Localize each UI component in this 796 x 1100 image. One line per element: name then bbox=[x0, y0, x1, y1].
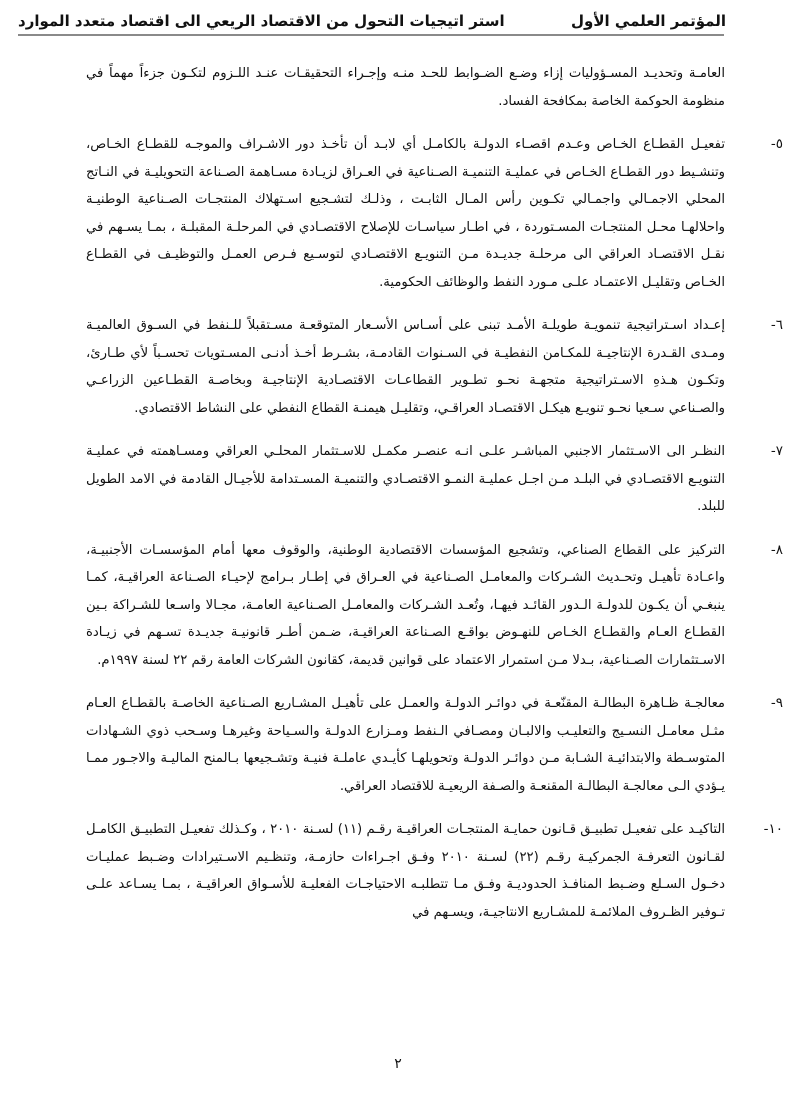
item-text: إعـداد اسـتراتيجية تنمويـة طويلـة الأمـد تبنى على أسـاس الأسـعار المتوقعـة مسـتقبلاً للـنفط في السـوق العالميـة ومـدى القـدرة الإنتاجيـة للمكـامن النفطيـة في السـنوات القادمـة، بشـرط أخـذ أدنـى المسـتويات تحسـباً لأي طـارئ، وتكـون هـذهِ الاسـتراتيجية متجهـة نحـو تطـوير القطاعـات الاقتصـادية الإنتاجيـة وبخاصـة القطـاعين الزراعـي والصـناعي سـعيا نحـو تنويـع هيكـل الاقتصـاد العراقـي، وتقليـل هيمنـة القطاع النفطي على النشاط الاقتصادي. bbox=[86, 318, 725, 416]
item-number: ٧- bbox=[770, 443, 783, 459]
list-item-9 bbox=[86, 690, 783, 800]
item-number: ١٠- bbox=[763, 821, 783, 837]
list-item-8 bbox=[86, 537, 783, 675]
paper-title: استر اتيجيات التحول من الاقتصاد الريعي الى اقتصاد متعدد الموارد bbox=[18, 12, 505, 30]
item-number: ٩- bbox=[770, 695, 783, 711]
item-number: ٥- bbox=[770, 136, 783, 152]
item-number: ٦- bbox=[770, 317, 783, 333]
list-item-6 bbox=[86, 312, 783, 422]
item-number: ٨- bbox=[770, 541, 783, 558]
list-item-5 bbox=[86, 131, 783, 296]
item-text: معالجـة ظـاهرة البطالـة المقنّعـة في دوائـر الدولـة والعمـل على تأهيـل المشـاريع الصـناعية الخاصـة بالقطـاع العـام مثـل معامـل النسـيج والتعليـب والالبـان ومصـافي الـنفط ومـزارع الدولـة والسـياحة وغيرهـا وسـحب ذوي الشـهادات المتوسـطة والابتدائيـة الشـابة مـن دوائـر الدولـة وتحويلهـا كأيـدي عاملـة فنيـة وتشـجيعها بـالمنح الماليـة والاجـور ممـا يـؤدي الـى معالجـة البطالـة المقنعـة والصـفة الريعيـة للاقتصاد العراقي. bbox=[86, 696, 725, 794]
list-item-10 bbox=[86, 816, 783, 926]
item-text: التاكيـد على تفعيـل تطبيـق قـانون حمايـة المنتجـات العراقيـة رقـم (١١) لسـنة ٢٠١٠ ، وكـذلك تفعيـل التطبيـق الكامـل لقـانون التعرفـة الجمركيـة رقـم (٢٢) لسـنة ٢٠١٠ وفـق اجـراءات حازمـة، وتنظـيم الاسـتيرادات وضـبط عمليـات دخـول السـلع وضـبط المنافـذ الحدوديـة وفـق مـا تتطلبـه الاحتياجـات الفعليـة للأسـواق العراقيـة ، بمـا يسـاعد علـى تـوفير الظـروف الملائمـة للمشـاريع الانتاجيـة، ويسـهم في bbox=[86, 822, 726, 920]
page-header bbox=[18, 0, 726, 34]
item-text: النظـر الى الاسـتثمار الاجنبي المباشـر علـى انـه عنصـر مكمـل للاسـتثمار المحلـي العراقي ومسـاهمته في عمليـة التنويـع الاقتصـادي في البلـد مـن اجـل عمليـة النمـو الاقتصـادي والتنميـة المسـتدامة للأجيـال القادمة في الامد الطويل للبلد. bbox=[86, 444, 725, 514]
conference-title: المؤتمر العلمي الأول bbox=[571, 12, 726, 30]
page-number: ٢ bbox=[394, 1056, 402, 1072]
intro-paragraph: العامـة وتحديـد المسـؤوليات إزاء وضـع الضـوابط للحـد منـه وإجـراء التحقيقـات عنـد اللـزوم لتكـون جزءاً مهماً في منظومة الحوكمة الخاصة بمكافحة الفساد. bbox=[86, 66, 725, 109]
page-body bbox=[86, 60, 783, 926]
item-text: التركيز على القطاع الصناعي، وتشجيع المؤسسات الاقتصادية الوطنية، والوقوف معها أمام المؤسسـات الأجنبيـة، واعـادة تأهيـل وتحـديث الشـركات والمعامـل الصـناعية في العـراق في إطـار بـرامج لإحيـاء الصـناعة العراقيـة، كمـا ينبغـي أن يكـون للدولـة الـدور القائـد فيهـا، وتُعـد الشـركات والمعامـل الصـناعية العامـة، مجـالا واسـعا للشـراكة بـين القطـاع العـام والقطـاع الخـاص للنهـوض بواقـع الصـناعة العراقيـة، ضـمن أطـر قانونيـة جديـدة تسـهم في زيـادة الاسـتثمارات الصـناعية، بـدلا مـن استمرار الاعتماد على قوانين قديمة، كقانون الشركات العامة رقم ٢٢ لسنة ١٩٩٧م. bbox=[86, 542, 725, 668]
item-text: تفعيـل القطـاع الخـاص وعـدم اقصـاء الدولـة بالكامـل أي لابـد أن تأخـذ دور الاشـراف والموجـه للقطـاع الخـاص، وتنشـيط دور القطـاع الخـاص في عمليـة التنميـة الصـناعية في العـراق لزيـادة مسـاهمة الصـناعة التحويليـة في النـاتج المحلي الاجمـالي واجمـالي تكـوين رأس المـال الثابـت ، وذلـك لتشـجيع اسـتهلاك المنتجـات الصـناعية الوطنيـة واحلالهـا محـل المنتجـات المسـتوردة ، في اطـار سياسـات للإصلاح الاقتصـادي في المرحلـة المقبلـة ، بمـا يسـهم في نقـل الاقتصـاد العراقي الى مرحلـة جديـدة مـن التنويـع الاقتصـادي لتوسـيع فـرص العمـل والتوظيـف في القطـاع الخـاص وتقليـل الاعتمـاد علـى مـورد النفط والوظائف الحكومية. bbox=[86, 137, 725, 290]
list-item-7 bbox=[86, 438, 783, 521]
header-divider bbox=[18, 34, 724, 36]
